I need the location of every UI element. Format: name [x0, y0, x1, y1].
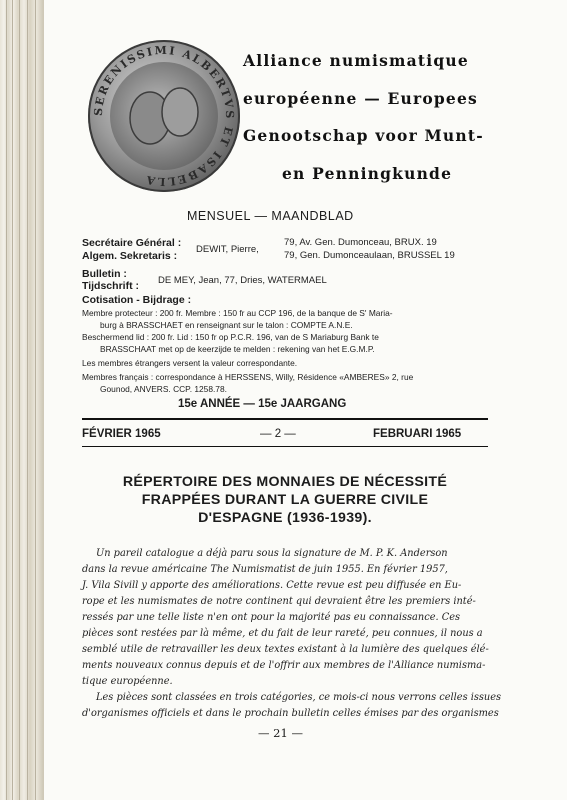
- body-line: d'organismes officiels et dans le prochain bulletin celles émises par des organismes: [82, 708, 499, 719]
- article-title-line: RÉPERTOIRE DES MONNAIES DE NÉCESSITÉ: [122, 474, 448, 490]
- body-line: pièces sont restées par là même, et du fait de leur rareté, peu connues, il nous a: [82, 628, 483, 639]
- cotisation-line: Membre protecteur : 200 fr. Membre : 150 fr au CCP 196, de la banque de S' Maria-: [82, 308, 393, 318]
- svg-text:SERENISSIMI ALBERTVS ET ISABEL: SERENISSIMI ALBERTVS ET ISABELLA: [91, 43, 237, 189]
- cotisation-line: Gounod, ANVERS. CCP. 1258.78.: [100, 384, 227, 394]
- cotisation-line: Membres français : correspondance à HERSSENS, Willy, Résidence «AMBERES» 2, rue: [82, 372, 414, 382]
- article-title-line: FRAPPÉES DURANT LA GUERRE CIVILE: [141, 492, 429, 508]
- body-line: Les pièces sont classées en trois catégories, ce mois-ci nous verrons celles issues: [96, 692, 502, 703]
- secretaire-label-fr: Secrétaire Général :: [82, 237, 182, 249]
- body-line: dans la revue américaine The Numismatist de juin 1955. En février 1957,: [82, 564, 448, 575]
- header-title-line-4: en Penningkunde: [282, 164, 453, 183]
- header-title-line-3: Genootschap voor Munt-: [243, 126, 484, 145]
- cotisation-label: Cotisation - Bijdrage :: [82, 294, 192, 306]
- annee-line: 15e ANNÉE — 15e JAARGANG: [178, 398, 347, 410]
- bulletin-text: DE MEY, Jean, 77, Dries, WATERMAEL: [158, 275, 327, 286]
- article-title-line: D'ESPAGNE (1936-1939).: [198, 510, 372, 526]
- body-line: Un pareil catalogue a déjà paru sous la signature de M. P. K. Anderson: [96, 548, 448, 559]
- periodicity: MENSUEL — MAANDBLAD: [187, 209, 354, 223]
- secretaire-name: DEWIT, Pierre,: [196, 244, 259, 255]
- header-title-line-2: européenne — Europees: [243, 89, 478, 108]
- secretaire-label-nl: Algem. Sekretaris :: [82, 250, 178, 262]
- cotisation-line: burg à BRASSCHAET en renseignant sur le talon : COMPTE A.N.E.: [100, 320, 353, 330]
- secretaire-address-fr: 79, Av. Gen. Dumonceau, BRUX. 19: [284, 237, 437, 248]
- page-number: — 21 —: [258, 726, 303, 740]
- cotisation-line: BRASSCHAAT met op de keerzijde te melden : rekening van het E.G.M.P.: [100, 344, 375, 354]
- body-line: ments nouveaux connus depuis et de l'offrir aux membres de l'Alliance numisma-: [82, 660, 486, 671]
- coin-image: [88, 40, 240, 192]
- body-line: ressés par une telle liste n'en ont pour la majorité pas eu connaissance. Ces: [82, 612, 461, 623]
- secretaire-address-nl: 79, Gen. Dumonceaulaan, BRUSSEL 19: [284, 250, 455, 261]
- issue-number: — 2 —: [260, 428, 296, 440]
- bulletin-label-nl: Tijdschrift :: [82, 280, 139, 292]
- body-line: tique européenne.: [82, 676, 173, 687]
- cotisation-line: Beschermend lid : 200 fr. Lid : 150 fr op P.C.R. 196, van de S Mariaburg Bank te: [82, 332, 379, 342]
- cotisation-line: Les membres étrangers versent la valeur correspondante.: [82, 358, 298, 368]
- article-title: [82, 473, 488, 527]
- top-rule: [82, 418, 488, 420]
- date-nl: FEBRUARI 1965: [373, 428, 462, 440]
- bottom-rule: [82, 446, 488, 447]
- body-line: rope et les numismates de notre continent qui devraient être les premiers inté-: [82, 596, 476, 607]
- header-title-line-1: Alliance numismatique: [243, 51, 469, 70]
- body-line: semblé utile de retravailler les deux textes existant à la lumière des quelques élé-: [82, 644, 489, 655]
- page-edges: [0, 0, 44, 800]
- bulletin-label-fr: Bulletin :: [82, 268, 127, 280]
- date-fr: FÉVRIER 1965: [82, 428, 161, 440]
- body-line: J. Vila Sivill y apporte des améliorations. Cette revue est peu diffusée en Eu-: [82, 580, 462, 591]
